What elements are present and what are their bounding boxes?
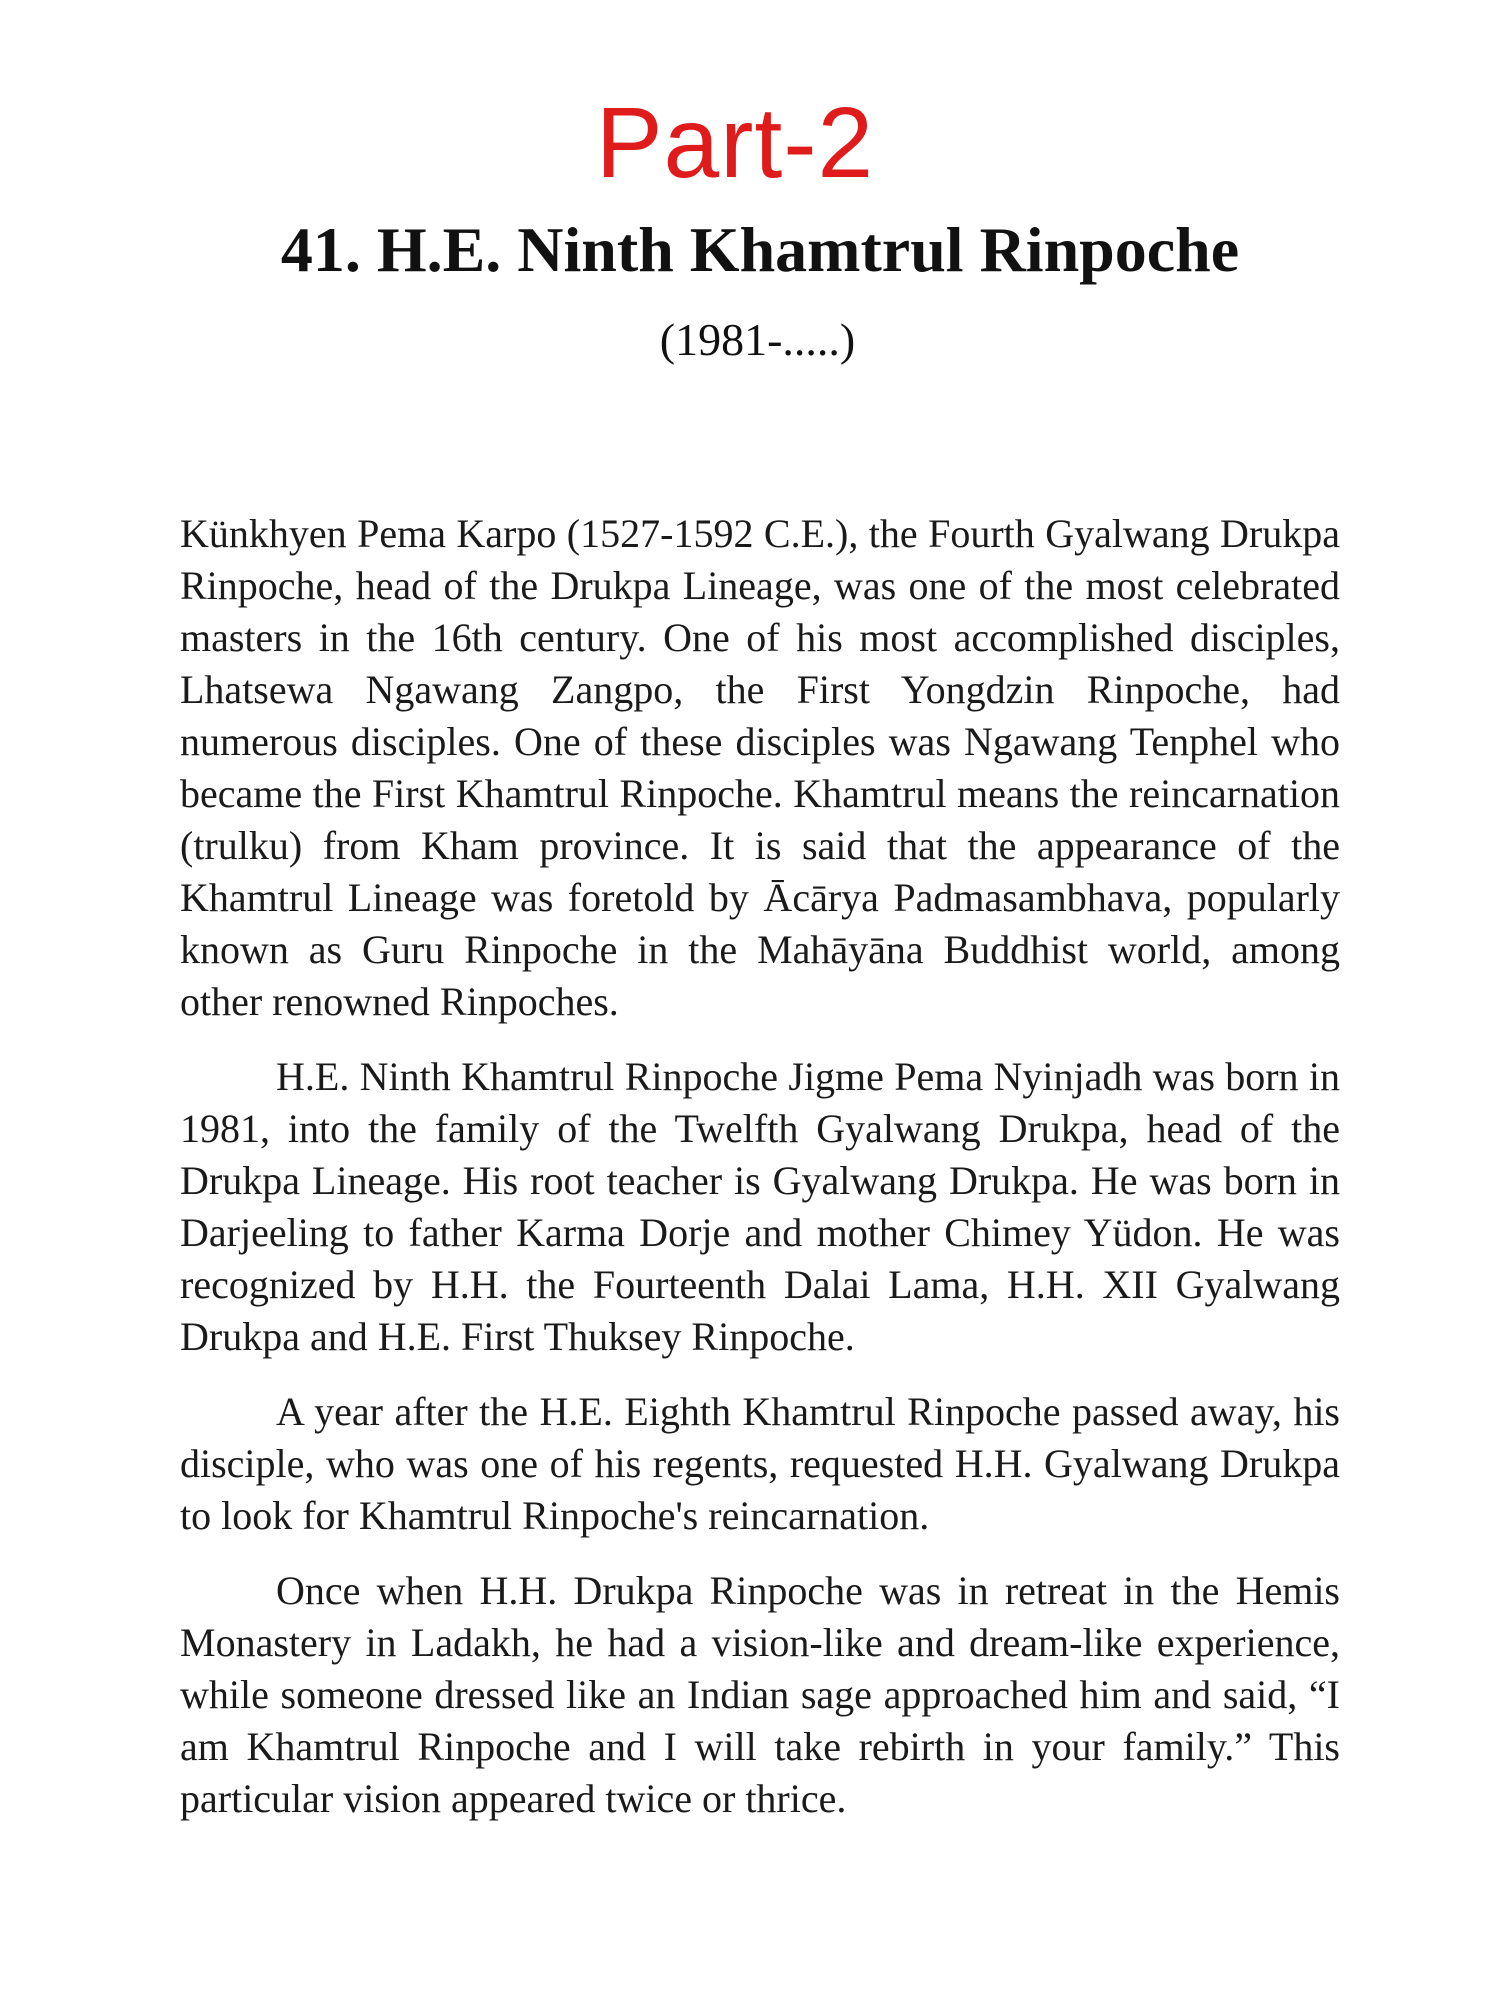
chapter-title: 41. H.E. Ninth Khamtrul Rinpoche — [280, 214, 1240, 285]
paragraph-2: H.E. Ninth Khamtrul Rinpoche Jigme Pema Nyinjadh was born in 1981, into the family of the Twelfth Gyalwang Drukpa, head of the Drukpa Lineage. His root teacher is Gyalwang Drukpa. He was born in Darjeeling to father Karma Dorje and mother Chimey Yüdon. He was recognized by H.H. the Fourteenth Dalai Lama, H.H. XII Gyalwang Drukpa and H.E. First Thuksey Rinpoche. — [180, 1054, 1340, 1359]
body-text — [180, 508, 1340, 1848]
chapter-years: (1981-.....) — [659, 314, 856, 365]
paragraph-1: Künkhyen Pema Karpo (1527-1592 C.E.), the Fourth Gyalwang Drukpa Rinpoche, head of the Drukpa Lineage, was one of the most celebrated masters in the 16th century. One of his most accomplished disciples, Lhatsewa Ngawang Zangpo, the First Yongdzin Rinpoche, had numerous disciples. One of these disciples was Ngawang Tenphel who became the First Khamtrul Rinpoche. Khamtrul means the reincarnation (trulku) from Kham province. It is said that the appearance of the Khamtrul Lineage was foretold by Ācārya Padmasambhava, popularly known as Guru Rinpoche in the Mahāyāna Buddhist world, among other renowned Rinpoches. — [180, 511, 1340, 1024]
paragraph-4: Once when H.H. Drukpa Rinpoche was in retreat in the Hemis Monastery in Ladakh, he had a vision-like and dream-like experience, while someone dressed like an Indian sage approached him and said, “I am Khamtrul Rinpoche and I will take rebirth in your family.” This particular vision appeared twice or thrice. — [180, 1568, 1340, 1821]
part-label: Part-2 — [595, 87, 875, 199]
paragraph-3: A year after the H.E. Eighth Khamtrul Rinpoche passed away, his disciple, who was one of his regents, requested H.H. Gyalwang Drukpa to look for Khamtrul Rinpoche's reincarnation. — [180, 1389, 1340, 1538]
